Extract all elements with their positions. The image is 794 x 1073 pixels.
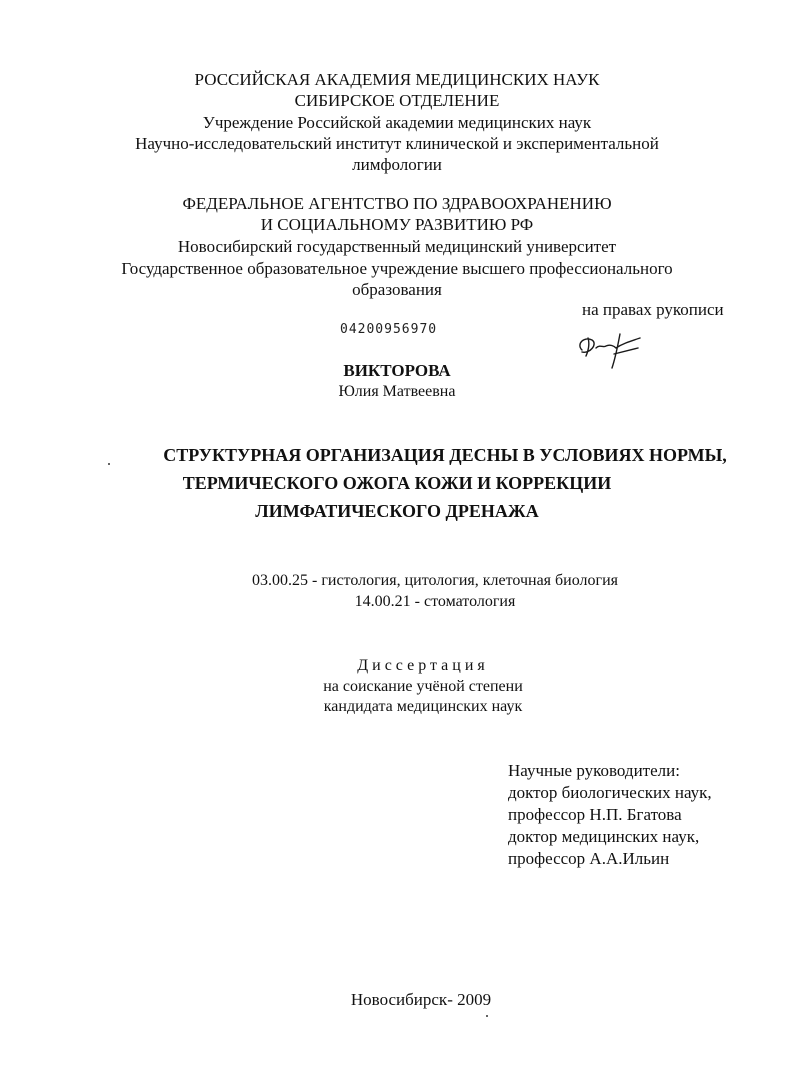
degree-line-2: кандидата медицинских наук	[323, 698, 523, 715]
supervisors-heading: Научные руководители:	[508, 761, 680, 780]
degree-line-1: на соискание учёной степени	[323, 678, 523, 695]
university-type-line-2: образования	[352, 280, 442, 299]
specialty-1: 03.00.25 - гистология, цитология, клеточная биология	[251, 572, 618, 589]
manuscript-note: на правах рукописи	[582, 300, 724, 319]
agency-line-2: И СОЦИАЛЬНОМУ РАЗВИТИЮ РФ	[260, 215, 534, 234]
dissertation-label: Диссертация	[357, 657, 489, 674]
academy-name: РОССИЙСКАЯ АКАДЕМИЯ МЕДИЦИНСКИХ НАУК	[194, 70, 600, 89]
university-name: Новосибирский государственный медицинский университет	[177, 237, 617, 256]
city-year: Новосибирск- 2009	[350, 990, 492, 1009]
title-line-2: ТЕРМИЧЕСКОГО ОЖОГА КОЖИ И КОРРЕКЦИИ	[182, 473, 612, 493]
supervisor-1-degree: доктор биологических наук,	[508, 783, 712, 802]
supervisor-1-name: профессор Н.П. Бгатова	[508, 805, 682, 824]
scan-speck	[486, 1015, 488, 1017]
author-given-names: Юлия Матвеевна	[338, 383, 456, 400]
supervisor-2-degree: доктор медицинских наук,	[508, 827, 700, 846]
institution-line-2: Научно-исследовательский институт клинической и экспериментальной	[135, 134, 659, 153]
author-surname: ВИКТОРОВА	[343, 361, 451, 380]
branch-name: СИБИРСКОЕ ОТДЕЛЕНИЕ	[294, 91, 500, 110]
institution-line-1: Учреждение Российской академии медицинских наук	[202, 113, 592, 132]
catalog-number: 04200956970	[340, 322, 438, 337]
title-line-3: ЛИМФАТИЧЕСКОГО ДРЕНАЖА	[255, 501, 539, 521]
specialty-2: 14.00.21 - стоматология	[354, 593, 516, 610]
university-type-line-1: Государственное образовательное учреждение высшего профессионального	[121, 259, 673, 278]
supervisor-2-name: профессор А.А.Ильин	[508, 849, 670, 868]
agency-line-1: ФЕДЕРАЛЬНОЕ АГЕНТСТВО ПО ЗДРАВООХРАНЕНИЮ	[182, 194, 612, 213]
institution-line-3: лимфологии	[352, 155, 442, 174]
title-line-1: СТРУКТУРНАЯ ОРГАНИЗАЦИЯ ДЕСНЫ В УСЛОВИЯХ НОРМЫ,	[163, 445, 727, 465]
